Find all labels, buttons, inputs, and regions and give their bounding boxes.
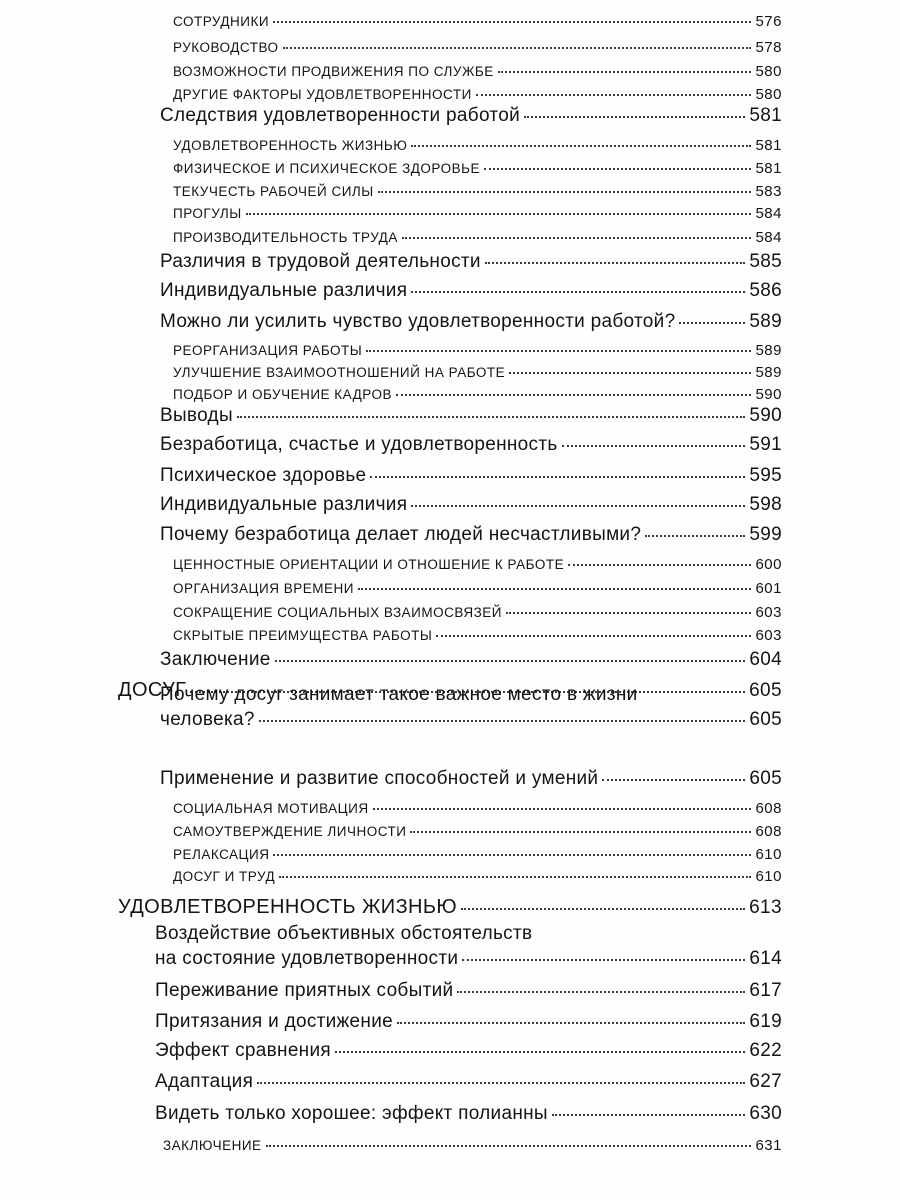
dot-leader bbox=[366, 350, 751, 352]
toc-chapter bbox=[118, 896, 782, 919]
toc-subsection bbox=[173, 580, 782, 597]
toc-entry-title: Почему безработица делает людей несчастливыми? bbox=[160, 524, 642, 545]
toc-section bbox=[160, 768, 782, 790]
toc-subsection bbox=[173, 800, 782, 817]
toc-section bbox=[160, 494, 782, 516]
toc-entry-title: ВОЗМОЖНОСТИ ПРОДВИЖЕНИЯ ПО СЛУЖБЕ bbox=[173, 64, 494, 79]
toc-entry-title: ЗАКЛЮЧЕНИЕ bbox=[163, 1138, 262, 1153]
toc-entry-title: ФИЗИЧЕСКОЕ И ПСИХИЧЕСКОЕ ЗДОРОВЬЕ bbox=[173, 161, 480, 176]
toc-page-number: 605 bbox=[749, 680, 782, 701]
dot-leader bbox=[485, 262, 746, 264]
toc-page-number: 603 bbox=[755, 627, 782, 644]
toc-entry-title: Можно ли усилить чувство удовлетворенности работой? bbox=[160, 311, 676, 332]
dot-leader bbox=[397, 1022, 745, 1024]
toc-page-number: 589 bbox=[755, 364, 782, 381]
toc-page-number: 583 bbox=[755, 183, 782, 200]
toc-entry-title: УДОВЛЕТВОРЕННОСТЬ ЖИЗНЬЮ bbox=[173, 138, 408, 153]
toc-entry-title: СОТРУДНИКИ bbox=[173, 14, 270, 29]
toc-section bbox=[160, 280, 782, 302]
toc-page-number: 605 bbox=[749, 768, 782, 789]
toc-page-number: 580 bbox=[755, 86, 782, 103]
dot-leader bbox=[273, 854, 751, 856]
toc-page-number: 608 bbox=[755, 800, 782, 817]
toc-page-number: 578 bbox=[755, 39, 782, 56]
dot-leader bbox=[275, 660, 746, 662]
toc-subsection bbox=[173, 342, 782, 359]
toc-page-number: 590 bbox=[749, 405, 782, 426]
dot-leader bbox=[476, 94, 752, 96]
toc-entry-title: ПРОИЗВОДИТЕЛЬНОСТЬ ТРУДА bbox=[173, 230, 398, 245]
toc-entry-title: Видеть только хорошее: эффект полианны bbox=[155, 1103, 548, 1124]
dot-leader bbox=[462, 959, 745, 961]
dot-leader bbox=[402, 237, 752, 239]
toc-entry-title: Различия в трудовой деятельности bbox=[160, 251, 481, 272]
toc-page-number: 584 bbox=[755, 205, 782, 222]
toc-subsection bbox=[173, 160, 782, 177]
toc-entry-title: РУКОВОДСТВО bbox=[173, 40, 279, 55]
toc-entry-title: Индивидуальные различия bbox=[160, 494, 408, 515]
toc-subsection bbox=[173, 556, 782, 573]
dot-leader bbox=[524, 116, 745, 118]
toc-page-number: 590 bbox=[755, 386, 782, 403]
dot-leader bbox=[257, 1082, 745, 1084]
toc-section bbox=[155, 980, 782, 1002]
toc-entry-title: ЦЕННОСТНЫЕ ОРИЕНТАЦИИ И ОТНОШЕНИЕ К РАБОТЕ bbox=[173, 557, 565, 572]
toc-entry-title-line: Почему досуг занимает такое важное место в жизни bbox=[160, 684, 638, 705]
toc-subsection bbox=[173, 183, 782, 200]
toc-subsection bbox=[173, 205, 782, 222]
toc-page-number: 589 bbox=[755, 342, 782, 359]
toc-subsection bbox=[173, 39, 782, 56]
dot-leader bbox=[645, 535, 745, 537]
toc-subsection bbox=[173, 846, 782, 863]
toc-section bbox=[160, 524, 782, 546]
toc-entry-title: РЕЛАКСАЦИЯ bbox=[173, 847, 270, 862]
toc-section bbox=[160, 105, 782, 127]
toc-entry-title: Следствия удовлетворенности работой bbox=[160, 105, 520, 126]
toc-entry-title: ДРУГИЕ ФАКТОРЫ УДОВЛЕТВОРЕННОСТИ bbox=[173, 87, 472, 102]
toc-entry-title: УЛУЧШЕНИЕ ВЗАИМООТНОШЕНИЙ НА РАБОТЕ bbox=[173, 365, 506, 380]
dot-leader bbox=[283, 47, 752, 49]
dot-leader bbox=[259, 720, 746, 722]
toc-subsection bbox=[173, 823, 782, 840]
toc-entry-title: САМОУТВЕРЖДЕНИЕ ЛИЧНОСТИ bbox=[173, 824, 407, 839]
toc-page-number: 591 bbox=[749, 434, 782, 455]
toc-page-number: 619 bbox=[749, 1011, 782, 1032]
toc-section bbox=[160, 405, 782, 427]
toc-subsection bbox=[173, 386, 782, 403]
toc-entry-title: ПОДБОР И ОБУЧЕНИЕ КАДРОВ bbox=[173, 387, 392, 402]
toc-section bbox=[155, 1103, 782, 1125]
toc-subsection bbox=[163, 1137, 782, 1154]
toc-subsection bbox=[173, 86, 782, 103]
dot-leader bbox=[679, 322, 745, 324]
dot-leader bbox=[602, 779, 745, 781]
dot-leader bbox=[279, 876, 751, 878]
toc-section bbox=[160, 465, 782, 487]
dot-leader bbox=[436, 635, 751, 637]
dot-leader bbox=[358, 588, 752, 590]
toc-section bbox=[155, 948, 782, 970]
toc-subsection bbox=[173, 364, 782, 381]
toc-entry-title: ДОСУГ И ТРУД bbox=[173, 869, 276, 884]
toc-page-number: 622 bbox=[749, 1040, 782, 1061]
toc-page-number: 599 bbox=[749, 524, 782, 545]
toc-section bbox=[160, 311, 782, 333]
toc-page-number: 600 bbox=[755, 556, 782, 573]
toc-subsection bbox=[173, 13, 782, 30]
toc-page-number: 581 bbox=[749, 105, 782, 126]
toc-entry-title: Заключение bbox=[160, 649, 271, 670]
toc-section bbox=[160, 434, 782, 456]
toc-page-number: 581 bbox=[755, 160, 782, 177]
toc-page-number: 627 bbox=[749, 1071, 782, 1092]
toc-subsection bbox=[173, 868, 782, 885]
dot-leader bbox=[506, 612, 751, 614]
toc-page-number: 589 bbox=[749, 311, 782, 332]
dot-leader bbox=[396, 394, 751, 396]
toc-entry-title: Переживание приятных событий bbox=[155, 980, 454, 1001]
toc-page-number: 630 bbox=[749, 1103, 782, 1124]
toc-entry-title: Индивидуальные различия bbox=[160, 280, 408, 301]
toc-entry-title: РЕОРГАНИЗАЦИЯ РАБОТЫ bbox=[173, 343, 363, 358]
dot-leader bbox=[411, 505, 745, 507]
toc-page-number: 610 bbox=[755, 846, 782, 863]
toc-page-number: 614 bbox=[749, 948, 782, 969]
toc-entry-title: Адаптация bbox=[155, 1071, 254, 1092]
toc-page-number: 576 bbox=[755, 13, 782, 30]
toc-page-number: 613 bbox=[749, 897, 782, 918]
toc-page-number: 631 bbox=[755, 1137, 782, 1154]
dot-leader bbox=[273, 21, 751, 23]
toc-page-number: 610 bbox=[755, 868, 782, 885]
toc-entry-title: на состояние удовлетворенности bbox=[155, 948, 459, 969]
dot-leader bbox=[410, 831, 751, 833]
toc-section bbox=[160, 709, 782, 731]
toc-page-number: 605 bbox=[749, 709, 782, 730]
toc-entry-title: СКРЫТЫЕ ПРЕИМУЩЕСТВА РАБОТЫ bbox=[173, 628, 433, 643]
dot-leader bbox=[335, 1051, 745, 1053]
toc-entry-title: ОРГАНИЗАЦИЯ ВРЕМЕНИ bbox=[173, 581, 354, 596]
toc-section bbox=[155, 1071, 782, 1093]
toc-entry-title: УДОВЛЕТВОРЕННОСТЬ ЖИЗНЬЮ bbox=[118, 896, 458, 918]
toc-entry-title: Психическое здоровье bbox=[160, 465, 367, 486]
dot-leader bbox=[457, 991, 745, 993]
toc-section bbox=[160, 649, 782, 671]
toc-entry-title-line: Воздействие объективных обстоятельств bbox=[155, 923, 533, 944]
toc-entry-title: Применение и развитие способностей и умений bbox=[160, 768, 599, 789]
toc-section bbox=[160, 251, 782, 273]
toc-entry-title: ДОСУГ bbox=[118, 679, 187, 701]
toc-entry-title: Безработица, счастье и удовлетворенность bbox=[160, 434, 558, 455]
toc-page-number: 601 bbox=[755, 580, 782, 597]
dot-leader bbox=[246, 213, 752, 215]
toc-page-number: 595 bbox=[749, 465, 782, 486]
dot-leader bbox=[484, 168, 752, 170]
toc-subsection bbox=[173, 604, 782, 621]
toc-entry-title: человека? bbox=[160, 709, 255, 730]
toc-page-number: 617 bbox=[749, 980, 782, 1001]
toc-page-number: 604 bbox=[749, 649, 782, 670]
toc-page-number: 585 bbox=[749, 251, 782, 272]
toc-entry-title: ТЕКУЧЕСТЬ РАБОЧЕЙ СИЛЫ bbox=[173, 184, 374, 199]
toc-page-number: 608 bbox=[755, 823, 782, 840]
toc-entry-title: СОЦИАЛЬНАЯ МОТИВАЦИЯ bbox=[173, 801, 369, 816]
dot-leader bbox=[562, 445, 746, 447]
toc-page-number: 584 bbox=[755, 229, 782, 246]
toc-entry-title: ПРОГУЛЫ bbox=[173, 206, 242, 221]
dot-leader bbox=[498, 71, 752, 73]
dot-leader bbox=[237, 416, 745, 418]
dot-leader bbox=[461, 908, 745, 910]
dot-leader bbox=[373, 808, 752, 810]
dot-leader bbox=[411, 291, 745, 293]
toc-subsection bbox=[173, 229, 782, 246]
toc-page-number: 598 bbox=[749, 494, 782, 515]
dot-leader bbox=[370, 476, 745, 478]
dot-leader bbox=[266, 1145, 752, 1147]
toc-entry-title: Эффект сравнения bbox=[155, 1040, 331, 1061]
dot-leader bbox=[411, 145, 751, 147]
toc-entry-title: Притязания и достижение bbox=[155, 1011, 393, 1032]
dot-leader bbox=[568, 564, 751, 566]
toc-subsection bbox=[173, 63, 782, 80]
toc-page-number: 580 bbox=[755, 63, 782, 80]
dot-leader bbox=[509, 372, 751, 374]
toc-subsection bbox=[173, 627, 782, 644]
toc-entry-title: Выводы bbox=[160, 405, 233, 426]
dot-leader bbox=[552, 1114, 746, 1116]
toc-entry-title: СОКРАЩЕНИЕ СОЦИАЛЬНЫХ ВЗАИМОСВЯЗЕЙ bbox=[173, 605, 502, 620]
toc-page-number: 586 bbox=[749, 280, 782, 301]
toc-section bbox=[155, 1040, 782, 1062]
toc-subsection bbox=[173, 137, 782, 154]
dot-leader bbox=[378, 191, 752, 193]
toc-page-number: 581 bbox=[755, 137, 782, 154]
toc-page-number: 603 bbox=[755, 604, 782, 621]
toc-section bbox=[155, 1011, 782, 1033]
